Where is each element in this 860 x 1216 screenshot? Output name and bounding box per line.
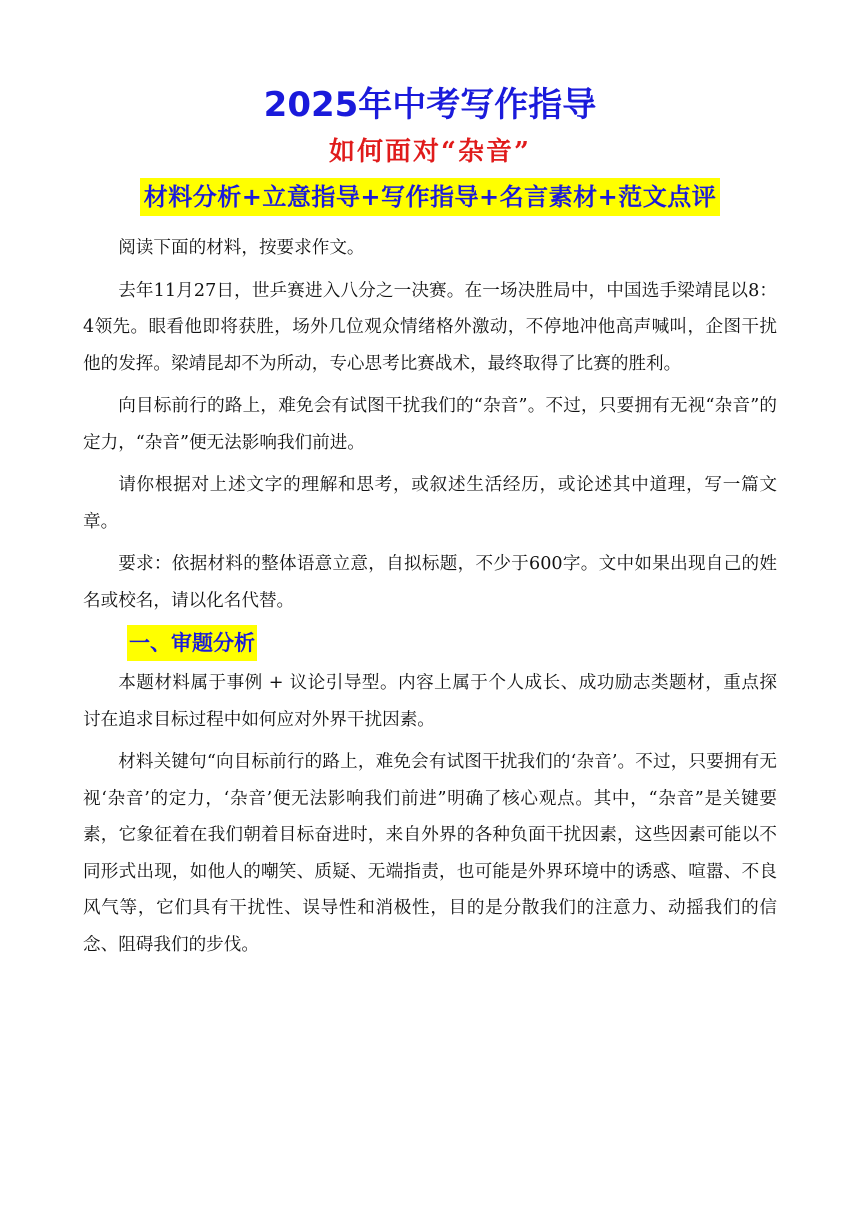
analysis-paragraph-type: 本题材料属于事例 + 议论引导型。内容上属于个人成长、成功励志类题材，重点探讨在追求目标过程中如何应对外界干扰因素。 [83, 673, 777, 730]
topic-banner: 材料分析+立意指导+写作指导+名言素材+范文点评 [140, 178, 720, 216]
intro-paragraph-theme: 向目标前行的路上，难免会有试图干扰我们的“杂音”。不过，只要拥有无视“杂音”的定力，“杂音”便无法影响我们前进。 [83, 396, 777, 453]
intro-paragraph-instruction: 阅读下面的材料，按要求作文。 [118, 238, 365, 258]
intro-paragraph-story: 去年11月27日，世乒赛进入八分之一决赛。在一场决胜局中，中国选手梁靖昆以8：4领先。眼看他即将获胜，场外几位观众情绪格外激动，不停地冲他高声喊叫，企图干扰他的发挥。梁靖昆却不为所动，专心思考比赛战术，最终取得了比赛的胜利。 [83, 280, 777, 374]
analysis-paragraph-key-sentence: 材料关键句“向目标前行的路上，难免会有试图干扰我们的‘杂音’。不过，只要拥有无视‘杂音’的定力，‘杂音’便无法影响我们前进”明确了核心观点。其中，“杂音”是关键要素，它象征着在我们朝着目标奋进时，来自外界的各种负面干扰因素，这些因素可能以不同形式出现，如他人的嘲笑、质疑、无端指责，也可能是外界环境中的诱惑、喧嚣、不良风气等，它们具有干扰性、误导性和消极性，目的是分散我们的注意力、动摇我们的信念、阻碍我们的步伐。 [83, 752, 777, 955]
document-body [83, 230, 777, 963]
intro-paragraph-requirements: 要求：依据材料的整体语意立意，自拟标题，不少于600字。文中如果出现自己的姓名或校名，请以化名代替。 [83, 554, 777, 611]
page-title: 2025年中考写作指导 [263, 85, 597, 125]
page-subtitle: 如何面对“杂音” [329, 137, 531, 167]
section-heading-container [83, 625, 777, 661]
intro-paragraph-task: 请你根据对上述文字的理解和思考，或叙述生活经历，或论述其中道理，写一篇文章。 [83, 475, 777, 532]
section-heading: 一、审题分析 [127, 625, 257, 661]
topic-banner-container [0, 178, 860, 216]
